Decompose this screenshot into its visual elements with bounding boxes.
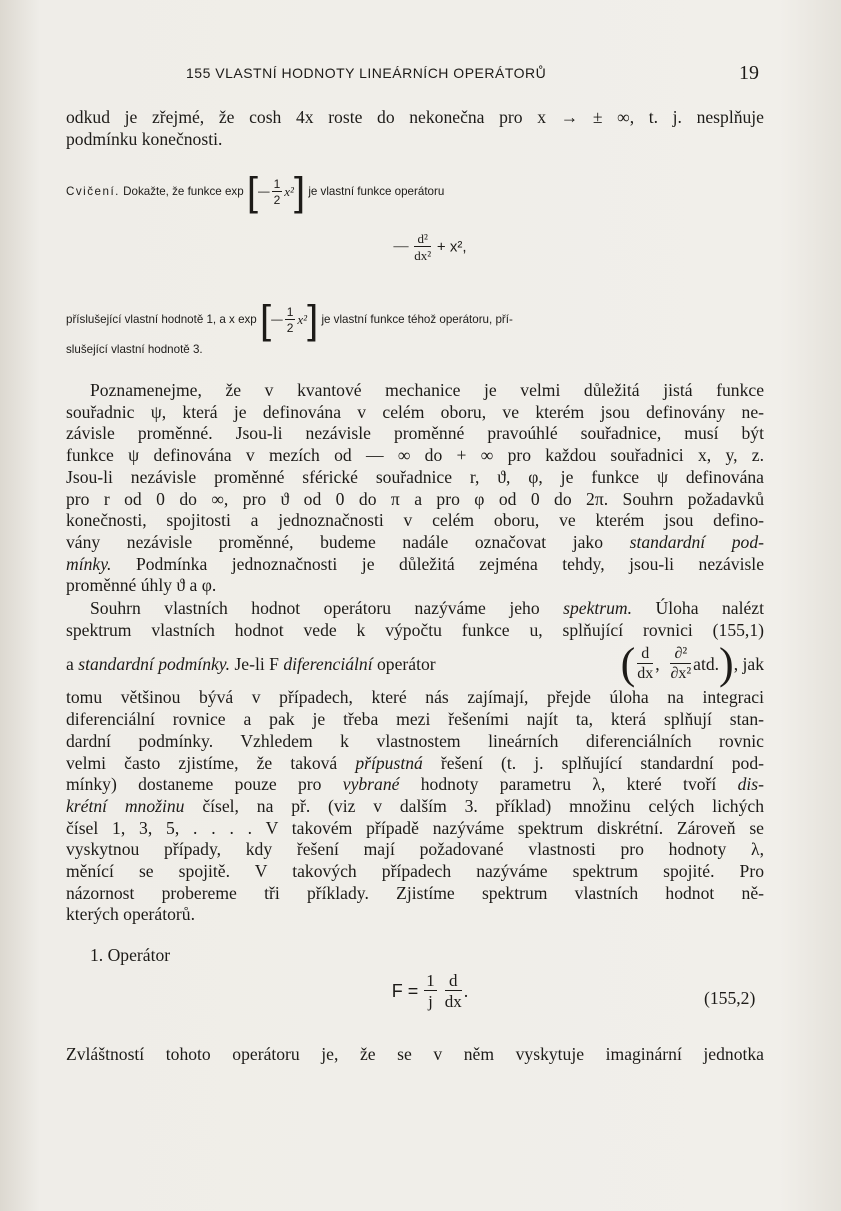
p2-line-8 (66, 774, 764, 796)
frac1-num: d (637, 646, 653, 664)
p2-l7-b: řešení (t. j. splňující standardní pod- (440, 752, 764, 773)
intro-line-2: podmínku konečnosti. (66, 128, 223, 149)
eq-tail: . (463, 980, 469, 1001)
p2-line-12: měnící se spojitě. V takových případech nazýváme spektrum spojité. Pro (66, 861, 764, 882)
p2-l3-b: Je-li F (234, 654, 279, 675)
exercise-line-3 (66, 298, 764, 342)
p2-l1-italic: spektrum. (563, 598, 633, 618)
exercise-text-3b: je vlastní funkce téhož operátoru, pří- (321, 313, 513, 327)
p2-l3-italic-1: standardní podmínky. (78, 654, 231, 675)
example-1-heading (66, 945, 764, 967)
p2-l8-italic-2: dis- (737, 774, 764, 795)
right-bracket: ] (293, 170, 306, 214)
frac-d-dx (637, 646, 653, 682)
p2-l3-left (66, 641, 436, 687)
equation-155-2 (330, 972, 530, 1010)
p2-line-14: kterých operátorů. (66, 904, 195, 925)
exercise-block (66, 172, 764, 212)
p1-line-7: konečnosti, spojitosti a jednoznačnosti v celém oboru, ve kterém jsou defino- (66, 510, 764, 531)
p2-line-5: diferenciální rovnice a pak je třeba mezi řešeními najít ta, která splňují stan- (66, 709, 764, 730)
p2-l3-d: , jak (733, 654, 764, 675)
p2-l3-a: a (66, 654, 74, 675)
half-den-2: 2 (286, 321, 294, 335)
half-num-2: 1 (286, 305, 294, 319)
p2-line-9 (66, 796, 764, 818)
op-fraction (414, 232, 431, 262)
eq-f2-den: dx (444, 992, 462, 1011)
frac1-den: dx (637, 665, 654, 683)
p2-l1-a: Souhrn vlastních hodnot operátoru nazýváme jeho (90, 598, 540, 618)
p2-l3-math (621, 641, 764, 687)
frac2-num: ∂² (670, 646, 691, 664)
op-num: d² (414, 232, 431, 247)
p2-l3-italic-2: diferenciální (283, 654, 373, 675)
closing-line: Zvláštností tohoto operátoru je, že se v něm vyskytuje imaginární jednotka (66, 1044, 764, 1064)
p1-italic-2: mínky. (66, 553, 112, 574)
eq-frac-1-j (424, 972, 437, 1010)
p1-line-5: Jsou-li nezávisle proměnné sférické souřadnice r, ϑ, φ, je funkce ψ definována (66, 466, 764, 487)
op-minus: — (393, 238, 409, 255)
running-head-title: 155 VLASTNÍ HODNOTY LINEÁRNÍCH OPERÁTORŮ (186, 65, 547, 81)
exercise-text-3a: příslušející vlastní hodnotě 1, a x exp (66, 313, 257, 327)
equation-number: (155,2) (704, 988, 756, 1008)
right-paren: ) (719, 639, 734, 689)
intro-paragraph (66, 107, 764, 150)
paragraph-2 (66, 598, 764, 926)
exercise-continuation (66, 298, 764, 357)
running-head (186, 62, 766, 84)
operator-expression (340, 232, 520, 262)
eq-f1-den: j (428, 992, 433, 1011)
p2-l1-b: Úloha nalézt (655, 598, 764, 618)
p2-line-6: dardní podmínky. Vzhledem k vlastnostem lineárních diferenciálních rovnic (66, 730, 764, 751)
exercise-text-a: Dokažte, že funkce exp (123, 185, 244, 199)
page-number: 19 (739, 62, 759, 84)
p2-line-1 (66, 598, 764, 620)
intro-line-1: odkud je zřejmé, že cosh 4x roste do nekonečna pro x → ± ∞, t. j. nesplňuje (66, 107, 764, 127)
right-bracket-2: ] (307, 298, 319, 342)
p2-line-11: vyskytnou případy, kdy řešení mají požadované vlastnosti pro hodnoty λ, (66, 839, 764, 860)
p1-line-8-text: vány nezávisle proměnné, budeme nadále označovat jako (66, 531, 604, 552)
eq-frac-d-dx (445, 972, 462, 1010)
p1-line-10: proměnné úhly ϑ a φ. (66, 575, 217, 596)
half-num: 1 (273, 177, 281, 191)
paragraph-1 (66, 380, 764, 597)
p2-line-2: spektrum vlastních hodnot vede k výpočtu funkce u, splňující rovnici (155,1) (66, 619, 764, 640)
p2-l9-b: čísel, na př. (viz v dalším 3. příklad) množinu celých lichých (202, 795, 764, 816)
left-paren: ( (620, 639, 636, 689)
p2-l8-b: hodnoty parametru λ, které tvoří (420, 774, 717, 795)
p2-l8-italic: vybrané (342, 774, 400, 795)
p1-line-2: souřadnic ψ, která je definována v celém oboru, ve kterém jsou definovány ne- (66, 401, 764, 422)
p2-line-10: čísel 1, 3, 5, . . . . V takovém případě nazýváme spektrum diskrétní. Zároveň se (66, 817, 764, 838)
p2-l8-a: mínky) dostaneme pouze pro (66, 774, 322, 795)
left-bracket: [ (246, 170, 258, 214)
minus-sign: — (258, 185, 270, 198)
p2-line-4: tomu většinou bývá v případech, které nás zajímají, přejde úloha na integraci (66, 687, 764, 708)
p1-line-6: pro r od 0 do ∞, pro ϑ od 0 do π a pro φ od 0 do 2π. Souhrn požadavků (66, 488, 764, 509)
comma: , (655, 654, 669, 675)
exercise-line-1 (66, 172, 764, 212)
x-squared-2: x² (297, 312, 308, 327)
p2-line-3 (66, 641, 764, 687)
frac2-den: ∂x² (670, 665, 692, 683)
p1-line-1: Poznamenejme, že v kvantové mechanice je velmi důležitá jistá funkce (90, 380, 764, 400)
minus-sign-2: — (271, 313, 283, 326)
p1-line-9 (66, 554, 764, 576)
p1-line-8 (66, 532, 764, 554)
exercise-text-b: je vlastní funkce operátoru (308, 185, 445, 199)
p2-line-13: názornost probereme tři příklady. Zjistíme spektrum vlastních hodnot ně- (66, 882, 764, 903)
half-den: 2 (273, 193, 281, 207)
frac-d2-dx2 (670, 646, 691, 682)
x-squared: x² (284, 184, 294, 199)
p2-l7-italic: přípustná (355, 752, 423, 773)
op-den: dx² (414, 248, 432, 263)
half-fraction (272, 178, 283, 206)
atd: atd. (693, 654, 720, 675)
closing-paragraph (66, 1044, 764, 1066)
p1-line-3: závisle proměnné. Jsou-li nezávisle proměnné pravoúhlé souřadnice, musí být (66, 423, 764, 444)
p1-italic-1: standardní pod- (629, 531, 765, 552)
p2-l3-c: operátor (377, 654, 436, 675)
example-1-title: 1. Operátor (90, 945, 171, 965)
eq-f1-num: 1 (426, 971, 435, 990)
half-fraction-2 (285, 306, 296, 334)
eq-f2-num: d (445, 972, 462, 991)
eq-lhs: F = (391, 980, 419, 1001)
op-tail: + x², (436, 238, 467, 256)
p2-line-7 (66, 753, 764, 775)
p1-line-9-text: Podmínka jednoznačnosti je důležitá zejména tehdy, jsou-li nezávisle (135, 553, 764, 574)
exercise-line-4: slušející vlastní hodnotě 3. (66, 343, 203, 356)
exercise-label: Cvičení. (66, 185, 120, 199)
p2-l9-italic: krétní množinu (66, 795, 185, 816)
left-bracket-2: [ (260, 298, 272, 342)
p1-line-4: funkce ψ definována v mezích od — ∞ do + ∞ pro každou souřadnici x, y, z. (66, 445, 764, 466)
p2-l7-a: velmi často zjistíme, že taková (66, 752, 338, 773)
